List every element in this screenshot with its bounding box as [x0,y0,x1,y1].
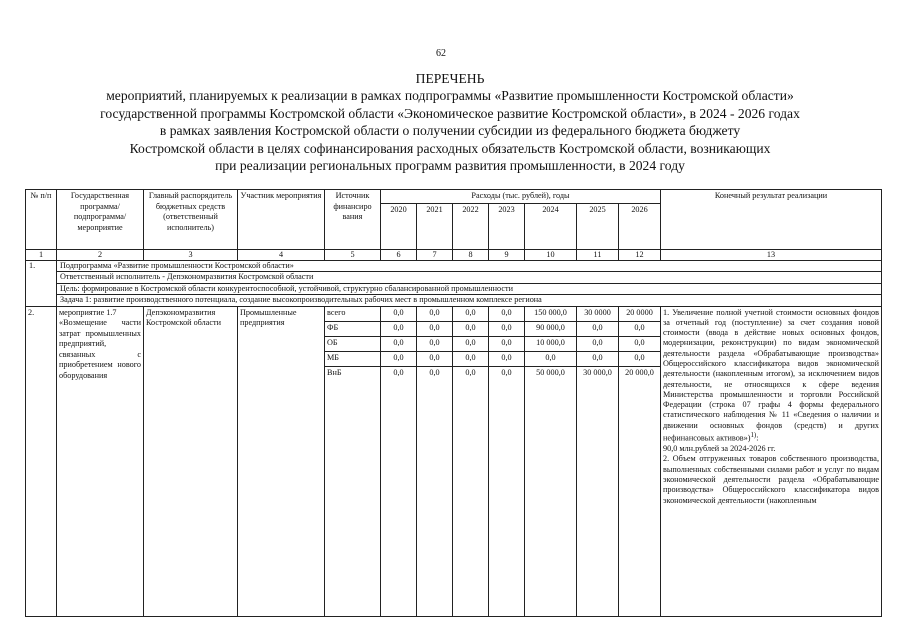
header-year: 2024 [525,203,577,249]
financing-value: 20 0000 [619,306,661,321]
header-manager: Главный распорядитель бюджетных средств (ответственный исполнитель) [144,190,238,250]
financing-row [26,306,882,321]
financing-value: 0,0 [417,366,453,616]
header-source: Источник финансиро вания [325,190,381,250]
column-number: 5 [325,249,381,260]
financing-value: 150 000,0 [525,306,577,321]
financing-value: 90 000,0 [525,321,577,336]
financing-value: 0,0 [453,321,489,336]
financing-value: 0,0 [619,351,661,366]
financing-value: 30 000,0 [577,366,619,616]
result-second: 2. Объем отгруженных товаров собственного производства, выполненных собственными силами работ и услуг по видам экономической деятельности раздела «Обрабатывающие производства» Общероссийского классификатора видов экономической деятельности (накопленным [663,454,879,505]
financing-value: 0,0 [381,351,417,366]
goal-row: Цель: формирование в Костромской области конкурентоспособной, устойчивой, структурно сбалансированной промышленности [57,283,882,295]
section-row [26,260,882,272]
column-number: 11 [577,249,619,260]
measure-name-head: мероприятие 1.7 [59,307,117,317]
header-year: 2023 [489,203,525,249]
result-footnote-mark: 1) [750,432,757,440]
column-number: 7 [417,249,453,260]
financing-value: 0,0 [381,366,417,616]
financing-value: 0,0 [489,351,525,366]
financing-value: 30 0000 [577,306,619,321]
column-number: 1 [26,249,57,260]
column-number: 2 [57,249,144,260]
header-row [26,190,882,204]
financing-value: 50 000,0 [525,366,577,616]
financing-value: 0,0 [577,351,619,366]
document-title [60,70,840,174]
header-year: 2026 [619,203,661,249]
measure-manager: Депэкономразвития Костромской области [144,306,238,616]
title-line: в рамках заявления Костромской области о получении субсидии из федерального бюджета бюджету [159,123,741,139]
financing-value: 0,0 [381,336,417,351]
header-year: 2020 [381,203,417,249]
title-line: государственной программы Костромской области «Экономическое развитие Костромской области», в 2024 - 2026 годах [100,105,800,121]
header-num: № п/п [26,190,57,250]
header-participant: Участник мероприятия [238,190,325,250]
financing-value: 0,0 [525,351,577,366]
financing-value: 0,0 [489,336,525,351]
financing-value: 0,0 [381,321,417,336]
financing-value: 10 000,0 [525,336,577,351]
column-number: 10 [525,249,577,260]
measure-name [57,306,144,616]
financing-value: 0,0 [453,336,489,351]
financing-value: 0,0 [417,306,453,321]
financing-value: 0,0 [577,336,619,351]
financing-value: 0,0 [577,321,619,336]
section-row [26,283,882,295]
measure-participant: Промышленные предприятия [238,306,325,616]
title-line: Костромской области в целях софинансирования расходных обязательств Костромской области, возникающих [129,140,771,156]
financing-value: 0,0 [619,321,661,336]
column-number: 6 [381,249,417,260]
executor-row: Ответственный исполнитель - Депэкономразвития Костромской области [57,272,882,284]
financing-value: 0,0 [619,336,661,351]
financing-source: ВнБ [325,366,381,616]
section-row [26,295,882,307]
section-row [26,272,882,284]
financing-value: 0,0 [417,351,453,366]
header-year: 2021 [417,203,453,249]
result-main: 1. Увеличение полной учетной стоимости основных фондов за отчетный год (поступление) за счет создания новой стоимости (ввода в действие новых основных фондов, модернизации, реконструкции) по видам экономической деятельности раздела «Обрабатывающие производства» Общероссийского классификатора видов экономической деятельности (накопленным итогом), за исключением видов деятельности, не относящихся к сфере ведения Министерства промышленности и торговли Российской Федерации (строка 07 графы 4 формы федерального статистического наблюдения № 11 «Сведения о наличии и движении основных фондов (средств) и других нефинансовых активов») [663,307,879,443]
title-heading: ПЕРЕЧЕНЬ [415,71,485,86]
financing-value: 0,0 [489,306,525,321]
column-number: 13 [661,249,882,260]
title-line: мероприятий, планируемых к реализации в рамках подпрограммы «Развитие промышленности Костромской области» [106,88,794,104]
measure-name-body: «Возмещение части затрат промышленных предприятий, связанных с приобретением нового оборудования [59,318,141,380]
column-number: 12 [619,249,661,260]
financing-value: 0,0 [417,336,453,351]
financing-value: 0,0 [489,366,525,616]
financing-value: 0,0 [453,306,489,321]
financing-value: 0,0 [417,321,453,336]
header-result: Конечный результат реализации [661,190,882,250]
result-colon: : [756,433,759,443]
page-number: 62 [436,48,446,59]
financing-source: МБ [325,351,381,366]
financing-value: 0,0 [489,321,525,336]
financing-value: 0,0 [453,351,489,366]
measure-number: 2. [26,306,57,616]
header-program: Государственная программа/ подпрограмма/ мероприятие [57,190,144,250]
task-row: Задача 1: развитие производственного потенциала, создание высокопроизводительных рабочих мест в промышленном комплексе региона [57,295,882,307]
header-expenses: Расходы (тыс. рублей), годы [381,190,661,204]
financing-value: 0,0 [381,306,417,321]
column-numbers-row [26,249,882,260]
section-number: 1. [26,260,57,306]
subprogram-row: Подпрограмма «Развитие промышленности Костромской области» [57,260,882,272]
final-result [661,306,882,616]
financing-value: 20 000,0 [619,366,661,616]
financing-source: всего [325,306,381,321]
column-number: 8 [453,249,489,260]
header-year: 2025 [577,203,619,249]
title-line: при реализации региональных программ развития промышленности, в 2024 году [215,158,685,174]
financing-value: 0,0 [453,366,489,616]
financing-source: ОБ [325,336,381,351]
result-value: 90,0 млн.рублей за 2024-2026 гг. [663,444,776,454]
column-number: 3 [144,249,238,260]
financing-source: ФБ [325,321,381,336]
header-year: 2022 [453,203,489,249]
measures-table [25,189,882,617]
column-number: 4 [238,249,325,260]
column-number: 9 [489,249,525,260]
